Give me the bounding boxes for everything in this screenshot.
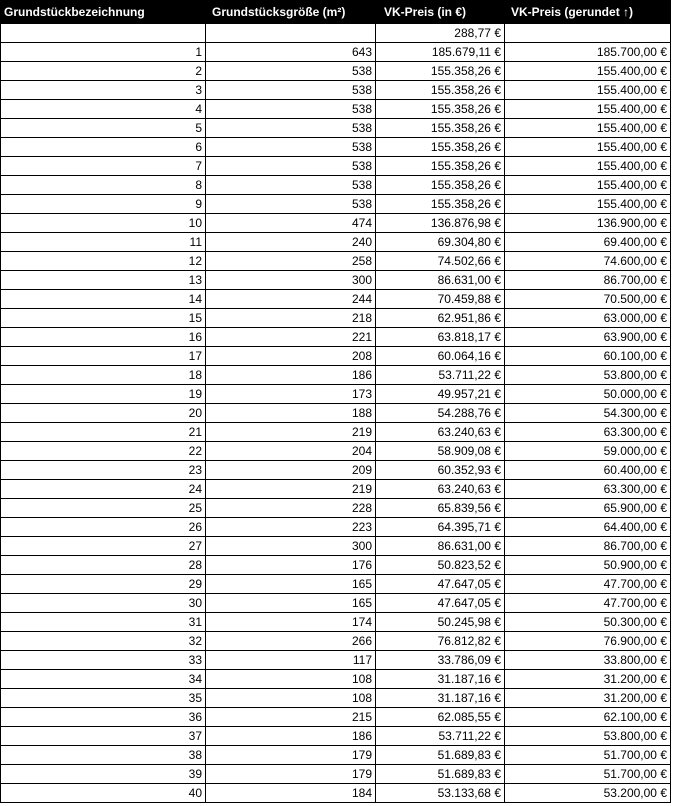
- price-cell: 64.395,71 €: [376, 518, 505, 537]
- table-row: [1, 309, 671, 328]
- rounded-price-cell: 155.400,00 €: [505, 119, 671, 138]
- table-row: [1, 214, 671, 233]
- grundstueck-id-cell: 6: [1, 138, 206, 157]
- table-row: [1, 784, 671, 803]
- table-row: [1, 480, 671, 499]
- rounded-price-cell: 155.400,00 €: [505, 81, 671, 100]
- size-cell: 300: [206, 271, 376, 290]
- price-cell: 33.786,09 €: [376, 651, 505, 670]
- size-cell: 188: [206, 404, 376, 423]
- size-cell: 117: [206, 651, 376, 670]
- price-cell: 63.240,63 €: [376, 480, 505, 499]
- table-row: [1, 499, 671, 518]
- price-cell: 31.187,16 €: [376, 670, 505, 689]
- table-row: [1, 613, 671, 632]
- table-row: [1, 119, 671, 138]
- table-row: [1, 271, 671, 290]
- size-cell: 165: [206, 594, 376, 613]
- size-cell: 204: [206, 442, 376, 461]
- rounded-price-cell: 155.400,00 €: [505, 157, 671, 176]
- grundstueck-id-cell: 7: [1, 157, 206, 176]
- grundstueck-id-cell: 34: [1, 670, 206, 689]
- grundstueck-id-cell: 2: [1, 62, 206, 81]
- price-cell: 51.689,83 €: [376, 746, 505, 765]
- size-cell: 538: [206, 157, 376, 176]
- grundstueck-id-cell: 40: [1, 784, 206, 803]
- grundstueck-id-cell: 17: [1, 347, 206, 366]
- size-cell: 179: [206, 746, 376, 765]
- grundstueck-id-cell: 20: [1, 404, 206, 423]
- table-row: [1, 138, 671, 157]
- size-cell: 474: [206, 214, 376, 233]
- rounded-price-cell: 74.600,00 €: [505, 252, 671, 271]
- size-cell: 184: [206, 784, 376, 803]
- header-vk-preis-gerundet: VK-Preis (gerundet ↑): [505, 1, 671, 24]
- table-row: [1, 689, 671, 708]
- table-row: [1, 328, 671, 347]
- rounded-price-cell: 53.800,00 €: [505, 366, 671, 385]
- price-cell: 155.358,26 €: [376, 176, 505, 195]
- size-cell: 258: [206, 252, 376, 271]
- price-cell: 47.647,05 €: [376, 594, 505, 613]
- size-cell: 186: [206, 366, 376, 385]
- price-cell: 69.304,80 €: [376, 233, 505, 252]
- price-cell: 86.631,00 €: [376, 271, 505, 290]
- grundstueck-id-cell: 29: [1, 575, 206, 594]
- table-row: [1, 594, 671, 613]
- price-cell: 60.064,16 €: [376, 347, 505, 366]
- table-row: [1, 575, 671, 594]
- table-row: [1, 651, 671, 670]
- size-cell: 215: [206, 708, 376, 727]
- grundstueck-id-cell: 27: [1, 537, 206, 556]
- price-cell: 74.502,66 €: [376, 252, 505, 271]
- rounded-price-cell: 63.300,00 €: [505, 423, 671, 442]
- grundstueck-id-cell: 36: [1, 708, 206, 727]
- unit-price-row: [1, 24, 671, 43]
- unit-price-cell: 288,77 €: [376, 24, 505, 43]
- size-cell: 240: [206, 233, 376, 252]
- unit-price-empty-cell: [1, 24, 206, 43]
- table-row: [1, 252, 671, 271]
- rounded-price-cell: 51.700,00 €: [505, 765, 671, 784]
- rounded-price-cell: 51.700,00 €: [505, 746, 671, 765]
- price-cell: 65.839,56 €: [376, 499, 505, 518]
- grundstueck-id-cell: 4: [1, 100, 206, 119]
- table-body: [1, 24, 671, 803]
- size-cell: 223: [206, 518, 376, 537]
- rounded-price-cell: 62.100,00 €: [505, 708, 671, 727]
- rounded-price-cell: 65.900,00 €: [505, 499, 671, 518]
- grundstueck-id-cell: 15: [1, 309, 206, 328]
- table-row: [1, 290, 671, 309]
- rounded-price-cell: 185.700,00 €: [505, 43, 671, 62]
- rounded-price-cell: 63.000,00 €: [505, 309, 671, 328]
- table-row: [1, 746, 671, 765]
- rounded-price-cell: 31.200,00 €: [505, 689, 671, 708]
- size-cell: 538: [206, 195, 376, 214]
- size-cell: 218: [206, 309, 376, 328]
- size-cell: 108: [206, 689, 376, 708]
- rounded-price-cell: 136.900,00 €: [505, 214, 671, 233]
- size-cell: 209: [206, 461, 376, 480]
- price-cell: 50.823,52 €: [376, 556, 505, 575]
- rounded-price-cell: 155.400,00 €: [505, 176, 671, 195]
- price-cell: 155.358,26 €: [376, 157, 505, 176]
- header-row: [1, 1, 671, 24]
- table-row: [1, 81, 671, 100]
- grundstueck-id-cell: 31: [1, 613, 206, 632]
- price-cell: 53.711,22 €: [376, 366, 505, 385]
- size-cell: 165: [206, 575, 376, 594]
- rounded-price-cell: 69.400,00 €: [505, 233, 671, 252]
- price-cell: 155.358,26 €: [376, 81, 505, 100]
- price-cell: 51.689,83 €: [376, 765, 505, 784]
- table-row: [1, 670, 671, 689]
- unit-price-empty-cell: [206, 24, 376, 43]
- table-row: [1, 404, 671, 423]
- rounded-price-cell: 47.700,00 €: [505, 594, 671, 613]
- size-cell: 538: [206, 100, 376, 119]
- price-cell: 76.812,82 €: [376, 632, 505, 651]
- size-cell: 538: [206, 81, 376, 100]
- rounded-price-cell: 50.000,00 €: [505, 385, 671, 404]
- table-row: [1, 176, 671, 195]
- size-cell: 538: [206, 138, 376, 157]
- rounded-price-cell: 86.700,00 €: [505, 271, 671, 290]
- rounded-price-cell: 60.100,00 €: [505, 347, 671, 366]
- table-row: [1, 366, 671, 385]
- size-cell: 108: [206, 670, 376, 689]
- rounded-price-cell: 86.700,00 €: [505, 537, 671, 556]
- grundstueck-id-cell: 35: [1, 689, 206, 708]
- header-vk-preis: VK-Preis (in €): [376, 1, 505, 24]
- grundstueck-id-cell: 38: [1, 746, 206, 765]
- price-cell: 47.647,05 €: [376, 575, 505, 594]
- rounded-price-cell: 50.300,00 €: [505, 613, 671, 632]
- grundstueck-id-cell: 13: [1, 271, 206, 290]
- price-cell: 54.288,76 €: [376, 404, 505, 423]
- size-cell: 174: [206, 613, 376, 632]
- grundstueck-id-cell: 26: [1, 518, 206, 537]
- price-cell: 185.679,11 €: [376, 43, 505, 62]
- size-cell: 244: [206, 290, 376, 309]
- rounded-price-cell: 70.500,00 €: [505, 290, 671, 309]
- grundstueck-id-cell: 33: [1, 651, 206, 670]
- grundstueck-id-cell: 1: [1, 43, 206, 62]
- grundstueck-id-cell: 9: [1, 195, 206, 214]
- table-row: [1, 347, 671, 366]
- table-row: [1, 195, 671, 214]
- rounded-price-cell: 76.900,00 €: [505, 632, 671, 651]
- table-row: [1, 708, 671, 727]
- grundstueck-id-cell: 19: [1, 385, 206, 404]
- size-cell: 221: [206, 328, 376, 347]
- grundstueck-id-cell: 16: [1, 328, 206, 347]
- rounded-price-cell: 33.800,00 €: [505, 651, 671, 670]
- grundstueck-id-cell: 12: [1, 252, 206, 271]
- price-cell: 63.818,17 €: [376, 328, 505, 347]
- size-cell: 179: [206, 765, 376, 784]
- grundstueck-id-cell: 39: [1, 765, 206, 784]
- price-cell: 86.631,00 €: [376, 537, 505, 556]
- grundstueck-id-cell: 32: [1, 632, 206, 651]
- price-cell: 155.358,26 €: [376, 119, 505, 138]
- table-row: [1, 518, 671, 537]
- table-row: [1, 43, 671, 62]
- price-cell: 155.358,26 €: [376, 138, 505, 157]
- grundstueck-id-cell: 24: [1, 480, 206, 499]
- table-header: [1, 1, 671, 24]
- size-cell: 538: [206, 176, 376, 195]
- price-cell: 155.358,26 €: [376, 195, 505, 214]
- grundstueck-id-cell: 37: [1, 727, 206, 746]
- size-cell: 219: [206, 423, 376, 442]
- grundstueck-id-cell: 14: [1, 290, 206, 309]
- size-cell: 176: [206, 556, 376, 575]
- table-row: [1, 765, 671, 784]
- price-cell: 70.459,88 €: [376, 290, 505, 309]
- price-cell: 50.245,98 €: [376, 613, 505, 632]
- price-cell: 63.240,63 €: [376, 423, 505, 442]
- rounded-price-cell: 155.400,00 €: [505, 62, 671, 81]
- table-row: [1, 537, 671, 556]
- size-cell: 173: [206, 385, 376, 404]
- grundstueck-id-cell: 21: [1, 423, 206, 442]
- table-row: [1, 727, 671, 746]
- rounded-price-cell: 47.700,00 €: [505, 575, 671, 594]
- size-cell: 228: [206, 499, 376, 518]
- price-cell: 53.133,68 €: [376, 784, 505, 803]
- grundstueck-id-cell: 8: [1, 176, 206, 195]
- size-cell: 538: [206, 62, 376, 81]
- size-cell: 300: [206, 537, 376, 556]
- grundstueck-id-cell: 18: [1, 366, 206, 385]
- table-row: [1, 157, 671, 176]
- price-cell: 60.352,93 €: [376, 461, 505, 480]
- table-row: [1, 62, 671, 81]
- table-row: [1, 100, 671, 119]
- table-row: [1, 423, 671, 442]
- price-cell: 62.951,86 €: [376, 309, 505, 328]
- rounded-price-cell: 59.000,00 €: [505, 442, 671, 461]
- size-cell: 643: [206, 43, 376, 62]
- header-grundstuecksgroesse: Grundstücksgröße (m²): [206, 1, 376, 24]
- grundstueck-id-cell: 30: [1, 594, 206, 613]
- table-row: [1, 233, 671, 252]
- header-grundstueckbezeichnung: Grundstückbezeichnung: [1, 1, 206, 24]
- price-cell: 155.358,26 €: [376, 62, 505, 81]
- price-cell: 58.909,08 €: [376, 442, 505, 461]
- size-cell: 186: [206, 727, 376, 746]
- size-cell: 266: [206, 632, 376, 651]
- table-row: [1, 461, 671, 480]
- rounded-price-cell: 155.400,00 €: [505, 195, 671, 214]
- grundstueck-id-cell: 5: [1, 119, 206, 138]
- price-cell: 31.187,16 €: [376, 689, 505, 708]
- rounded-price-cell: 63.300,00 €: [505, 480, 671, 499]
- rounded-price-cell: 50.900,00 €: [505, 556, 671, 575]
- rounded-price-cell: 63.900,00 €: [505, 328, 671, 347]
- size-cell: 538: [206, 119, 376, 138]
- table-row: [1, 442, 671, 461]
- grundstueck-id-cell: 10: [1, 214, 206, 233]
- grundstueck-id-cell: 3: [1, 81, 206, 100]
- table-row: [1, 556, 671, 575]
- price-cell: 62.085,55 €: [376, 708, 505, 727]
- price-cell: 136.876,98 €: [376, 214, 505, 233]
- rounded-price-cell: 60.400,00 €: [505, 461, 671, 480]
- size-cell: 219: [206, 480, 376, 499]
- rounded-price-cell: 53.800,00 €: [505, 727, 671, 746]
- unit-price-empty-cell: [505, 24, 671, 43]
- grundstueck-id-cell: 28: [1, 556, 206, 575]
- rounded-price-cell: 54.300,00 €: [505, 404, 671, 423]
- price-cell: 53.711,22 €: [376, 727, 505, 746]
- grundstueck-id-cell: 23: [1, 461, 206, 480]
- grundstueck-id-cell: 11: [1, 233, 206, 252]
- table-row: [1, 385, 671, 404]
- rounded-price-cell: 31.200,00 €: [505, 670, 671, 689]
- rounded-price-cell: 155.400,00 €: [505, 100, 671, 119]
- grundstueck-id-cell: 25: [1, 499, 206, 518]
- grundstueck-id-cell: 22: [1, 442, 206, 461]
- size-cell: 208: [206, 347, 376, 366]
- table-row: [1, 632, 671, 651]
- price-cell: 155.358,26 €: [376, 100, 505, 119]
- rounded-price-cell: 64.400,00 €: [505, 518, 671, 537]
- rounded-price-cell: 155.400,00 €: [505, 138, 671, 157]
- rounded-price-cell: 53.200,00 €: [505, 784, 671, 803]
- price-cell: 49.957,21 €: [376, 385, 505, 404]
